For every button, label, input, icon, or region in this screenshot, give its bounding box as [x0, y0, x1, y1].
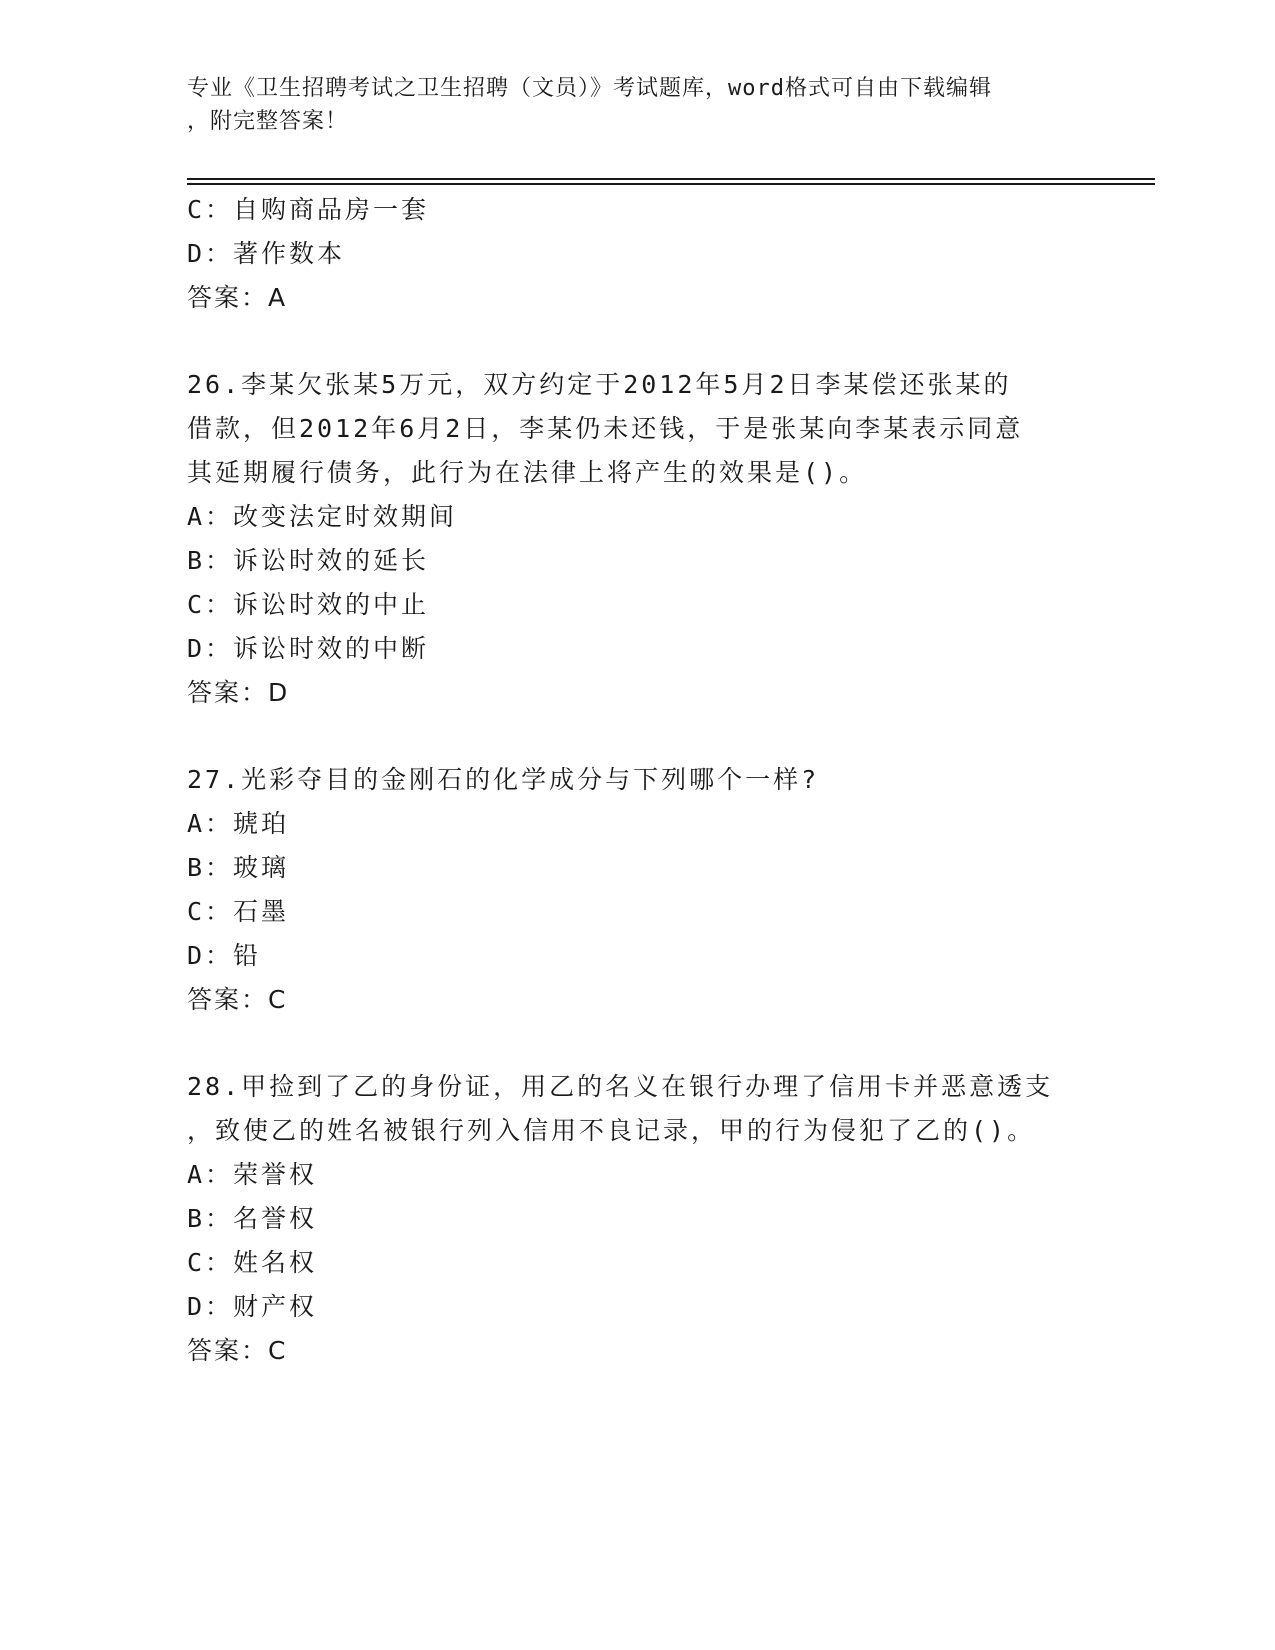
prev-option-c: C：自购商品房一套 [187, 195, 430, 224]
q28-stem-line-1: 28.甲捡到了乙的身份证，用乙的名义在银行办理了信用卡并恶意透支 [187, 1072, 1054, 1101]
q28-option-d: D：财产权 [187, 1292, 318, 1321]
q27-option-c: C：石墨 [187, 897, 290, 926]
q26-option-c: C：诉讼时效的中止 [187, 590, 430, 619]
q28-option-c: C：姓名权 [187, 1248, 318, 1277]
prev-option-d: D：著作数本 [187, 239, 346, 268]
q27-answer: 答案：C [187, 985, 288, 1014]
q28-answer: 答案：C [187, 1336, 288, 1365]
header-divider-bottom [187, 183, 1155, 185]
q27-option-b: B：玻璃 [187, 853, 290, 882]
q28-option-a: A：荣誉权 [187, 1160, 318, 1189]
q26-option-d: D：诉讼时效的中断 [187, 634, 430, 663]
header-divider-top [187, 178, 1155, 180]
q26-option-b: B：诉讼时效的延长 [187, 546, 430, 575]
header-line-2: ，附完整答案！ [187, 109, 349, 134]
q27-option-a: A：琥珀 [187, 809, 290, 838]
document-header [187, 72, 1067, 138]
q26-option-a: A：改变法定时效期间 [187, 502, 458, 531]
q26-stem-line-2: 借款，但2012年6月2日，李某仍未还钱，于是张某向李某表示同意 [187, 414, 1024, 443]
q27-option-d: D：铅 [187, 941, 262, 970]
q27-stem-line-1: 27.光彩夺目的金刚石的化学成分与下列哪个一样? [187, 765, 820, 794]
q26-answer: 答案：D [187, 678, 290, 707]
prev-answer: 答案：A [187, 283, 288, 312]
q28-stem-line-2: ，致使乙的姓名被银行列入信用不良记录，甲的行为侵犯了乙的()。 [187, 1116, 1036, 1145]
header-line-1: 专业《卫生招聘考试之卫生招聘（文员）》考试题库，word格式可自由下载编辑 [187, 76, 992, 101]
q26-stem-line-1: 26.李某欠张某5万元，双方约定于2012年5月2日李某偿还张某的 [187, 370, 1012, 399]
q28-option-b: B：名誉权 [187, 1204, 318, 1233]
q26-stem-line-3: 其延期履行债务，此行为在法律上将产生的效果是()。 [187, 458, 868, 487]
